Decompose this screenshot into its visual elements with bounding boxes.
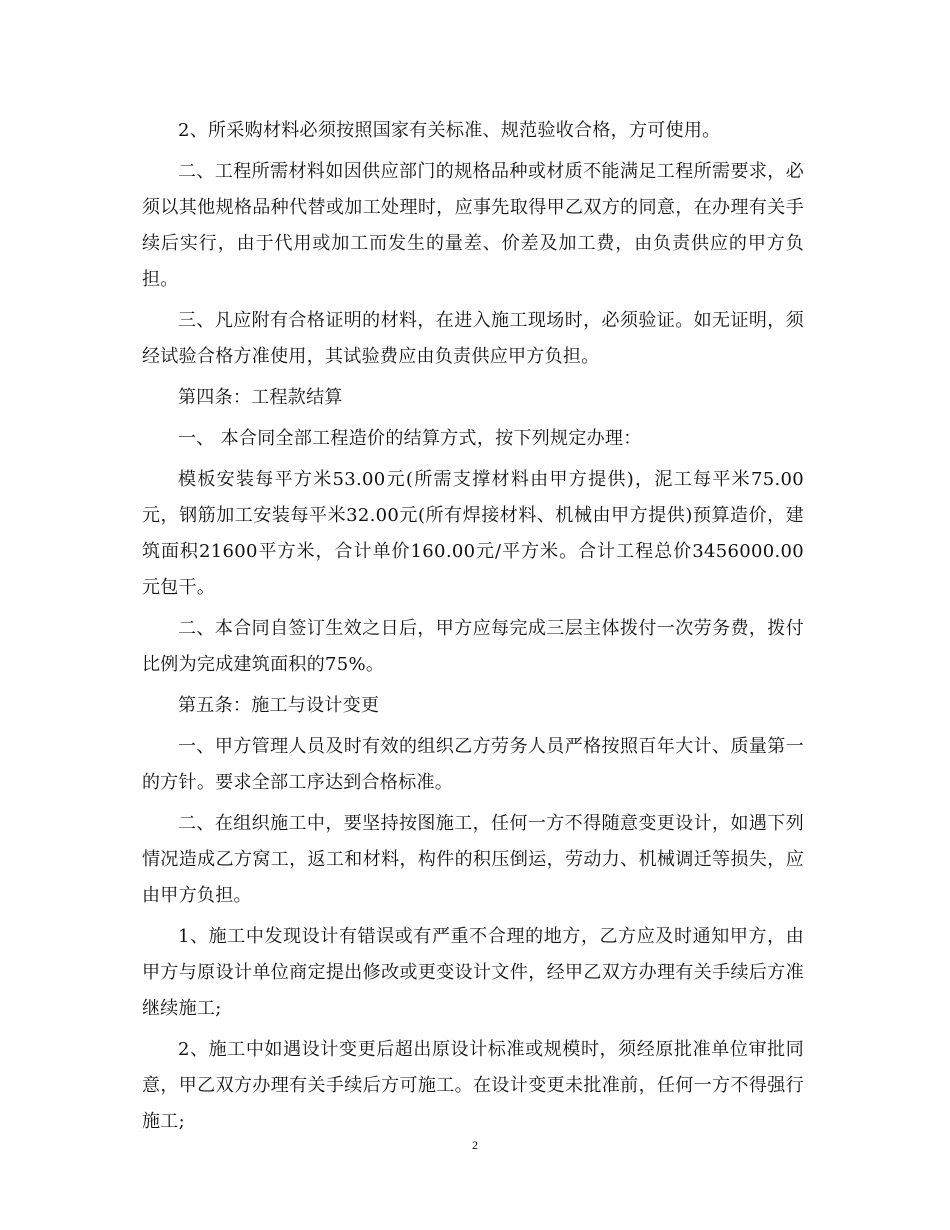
paragraph-1: 2、所采购材料必须按照国家有关标准、规范验收合格，方可使用。 xyxy=(178,120,721,141)
paragraph-5: 一、 本合同全部工程造价的结算方式，按下列规定办理： xyxy=(178,428,642,449)
paragraph-2: 二、工程所需材料如因供应部门的规格品种或材质不能满足工程所需要求，必须以其他规格品种代替或加工处理时，应事先取得甲乙双方的同意，在办理有关手续后实行，由于代用或加工而发生的量差、价差及加工费，由负责供应的甲方负担。 xyxy=(142,161,804,290)
paragraph-9: 一、甲方管理人员及时有效的组织乙方劳务人员严格按照百年大计、质量第一的方针。要求全部工序达到合格标准。 xyxy=(142,736,804,793)
section-heading-article-5: 第五条：施工与设计变更 xyxy=(178,695,380,716)
paragraph-10: 二、在组织施工中，要坚持按图施工，任何一方不得随意变更设计，如遇下列情况造成乙方窝工，返工和材料，构件的积压倒运，劳动力、机械调迁等损失，应由甲方负担。 xyxy=(142,813,804,906)
paragraph-12: 2、施工中如遇设计变更后超出原设计标准或规模时，须经原批准单位审批同意，甲乙双方办理有关手续后方可施工。在设计变更未批准前，任何一方不得强行施工; xyxy=(142,1039,804,1132)
paragraph-6: 模板安装每平方米53.00元(所需支撑材料由甲方提供)，泥工每平米75.00元，钢筋加工安装每平米32.00元(所有焊接材料、机械由甲方提供)预算造价，建筑面积21600平方米，合计单价160.00元/平方米。合计工程总价3456000.00元包干。 xyxy=(142,469,804,598)
page-number: 2 xyxy=(472,1138,478,1152)
paragraph-11: 1、施工中发现设计有错误或有严重不合理的地方，乙方应及时通知甲方，由甲方与原设计单位商定提出修改或更变设计文件，经甲乙双方办理有关手续后方准继续施工; xyxy=(142,926,804,1019)
document-body xyxy=(142,113,804,1145)
paragraph-7: 二、本合同自签订生效之日后，甲方应每完成三层主体拨付一次劳务费，拨付比例为完成建筑面积的75%。 xyxy=(142,618,804,675)
paragraph-3: 三、凡应附有合格证明的材料，在进入施工现场时，必须验证。如无证明，须经试验合格方准使用，其试验费应由负责供应甲方负担。 xyxy=(142,310,804,367)
section-heading-article-4: 第四条：工程款结算 xyxy=(178,387,343,408)
